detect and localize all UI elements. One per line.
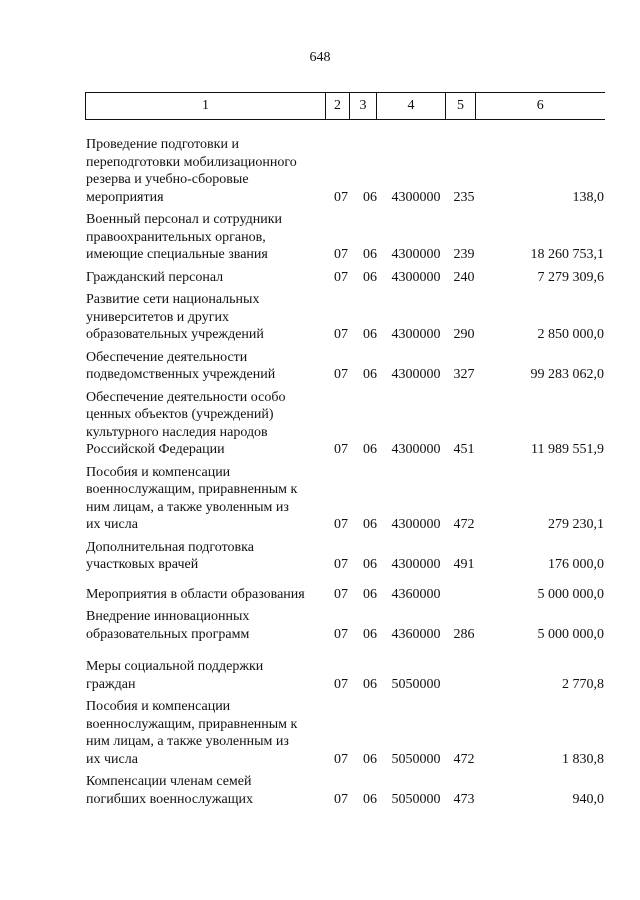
table-row <box>0 586 640 604</box>
row-description: Проведение подготовки и переподготовки мобилизационного резерва и учебно-сборовые мероприятия <box>86 137 297 205</box>
row-subsection: 06 <box>363 557 377 572</box>
row-expense-type: 472 <box>453 517 475 532</box>
row-expense-type: 240 <box>453 269 475 285</box>
header-col-5: 5 <box>446 93 476 120</box>
row-target-code: 4300000 <box>391 557 441 572</box>
row-description: Дополнительная подготовка участковых врачей <box>86 539 254 572</box>
row-subsection: 06 <box>363 751 377 767</box>
header-col-1: 1 <box>86 93 326 120</box>
row-amount: 279 230,1 <box>548 517 604 532</box>
table-row <box>0 349 640 384</box>
table-row <box>0 464 640 534</box>
table-row <box>0 539 640 574</box>
row-target-code: 4360000 <box>391 586 441 602</box>
row-expense-type: 451 <box>453 442 475 457</box>
row-amount: 99 283 062,0 <box>530 367 604 382</box>
table-row <box>0 773 640 808</box>
row-target-code: 5050000 <box>391 791 441 807</box>
row-section: 07 <box>334 327 348 342</box>
row-expense-type: 327 <box>453 367 475 382</box>
row-description: Мероприятия в области образования <box>86 586 305 602</box>
header-col-6: 6 <box>476 93 605 120</box>
row-section: 07 <box>334 247 348 262</box>
row-section: 07 <box>334 676 348 692</box>
row-target-code: 4300000 <box>391 517 441 532</box>
row-subsection: 06 <box>363 791 377 807</box>
row-target-code: 5050000 <box>391 751 441 767</box>
row-section: 07 <box>334 586 348 602</box>
row-subsection: 06 <box>363 189 377 205</box>
row-description: Развитие сети национальных университетов и других образовательных учреждений <box>86 292 264 342</box>
row-subsection: 06 <box>363 327 377 342</box>
row-section: 07 <box>334 557 348 572</box>
row-expense-type: 472 <box>453 751 475 767</box>
row-amount: 940,0 <box>572 791 604 807</box>
row-amount: 176 000,0 <box>548 557 604 572</box>
row-description: Военный персонал и сотрудники правоохранительных органов, имеющие специальные звания <box>86 212 282 262</box>
row-target-code: 4300000 <box>391 269 441 285</box>
row-amount: 7 279 309,6 <box>537 269 604 285</box>
row-target-code: 4300000 <box>391 189 441 205</box>
row-subsection: 06 <box>363 517 377 532</box>
row-target-code: 4300000 <box>391 367 441 382</box>
row-target-code: 4300000 <box>391 442 441 457</box>
row-expense-type: 473 <box>453 791 475 807</box>
row-section: 07 <box>334 626 348 642</box>
row-target-code: 5050000 <box>391 676 441 692</box>
row-amount: 2 770,8 <box>562 676 604 692</box>
row-target-code: 4300000 <box>391 247 441 262</box>
row-amount: 11 989 551,9 <box>531 442 604 457</box>
row-section: 07 <box>334 189 348 205</box>
table-row <box>0 389 640 459</box>
row-subsection: 06 <box>363 626 377 642</box>
row-amount: 18 260 753,1 <box>530 247 604 262</box>
row-description: Компенсации членам семей погибших военнослужащих <box>86 774 254 807</box>
table-row <box>0 608 640 643</box>
header-col-3: 3 <box>350 93 377 120</box>
row-section: 07 <box>334 517 348 532</box>
row-subsection: 06 <box>363 586 377 602</box>
row-subsection: 06 <box>363 269 377 285</box>
row-subsection: 06 <box>363 442 377 457</box>
row-amount: 2 850 000,0 <box>537 327 604 342</box>
row-amount: 1 830,8 <box>562 751 604 767</box>
table-row <box>0 291 640 344</box>
row-amount: 138,0 <box>572 189 604 205</box>
table-row <box>0 136 640 206</box>
row-description: Обеспечение деятельности особо ценных объектов (учреждений) культурного наследия народов Российской Федерации <box>86 389 286 457</box>
row-description: Пособия и компенсации военнослужащим, приравненным к ним лицам, а также уволенным из их числа <box>86 464 298 532</box>
row-description: Внедрение инновационных образовательных программ <box>86 609 250 642</box>
table-row <box>0 211 640 264</box>
row-section: 07 <box>334 751 348 767</box>
row-target-code: 4360000 <box>391 626 441 642</box>
row-description: Обеспечение деятельности подведомственных учреждений <box>86 349 276 382</box>
row-subsection: 06 <box>363 367 377 382</box>
row-amount: 5 000 000,0 <box>537 626 604 642</box>
page-number: 648 <box>309 50 331 65</box>
table-row <box>0 698 640 768</box>
row-description: Пособия и компенсации военнослужащим, приравненным к ним лицам, а также уволенным из их числа <box>86 699 298 767</box>
row-expense-type: 290 <box>453 327 475 342</box>
row-section: 07 <box>334 442 348 457</box>
row-section: 07 <box>334 367 348 382</box>
row-section: 07 <box>334 791 348 807</box>
row-expense-type: 286 <box>453 626 475 642</box>
row-expense-type: 239 <box>453 247 475 262</box>
table-row <box>0 269 640 287</box>
row-description: Меры социальной поддержки граждан <box>86 659 264 692</box>
row-description: Гражданский персонал <box>86 269 224 285</box>
table-row <box>0 658 640 693</box>
row-expense-type: 235 <box>453 189 475 205</box>
header-col-4: 4 <box>377 93 446 120</box>
row-amount: 5 000 000,0 <box>537 586 604 602</box>
row-target-code: 4300000 <box>391 327 441 342</box>
row-subsection: 06 <box>363 247 377 262</box>
column-number-header <box>85 92 605 120</box>
budget-rows <box>0 136 640 808</box>
row-subsection: 06 <box>363 676 377 692</box>
row-section: 07 <box>334 269 348 285</box>
row-expense-type: 491 <box>453 557 475 572</box>
header-col-2: 2 <box>326 93 350 120</box>
